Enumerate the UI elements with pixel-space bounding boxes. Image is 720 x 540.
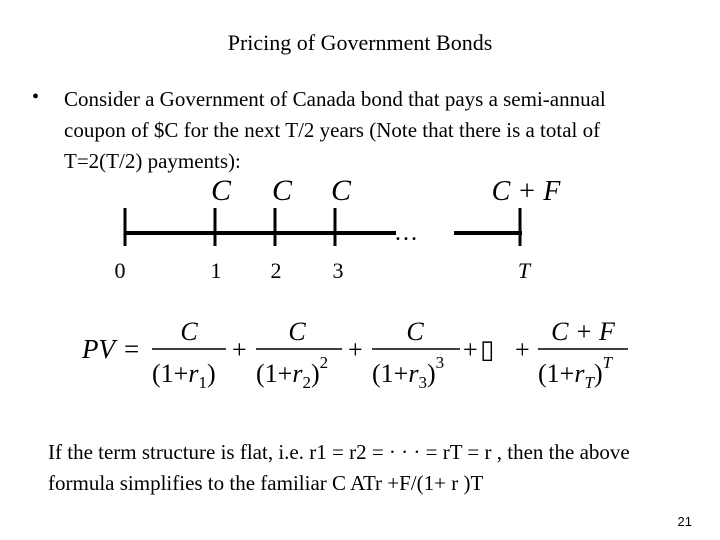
numerator: C (180, 317, 198, 346)
equals-sign: = (124, 334, 140, 364)
denominator: $(1+r_2)^2$ (256, 353, 329, 392)
period-label: 0 (114, 258, 126, 283)
cash-flow-label: C (271, 174, 293, 207)
denominator: $(1+r_1)$ (152, 359, 216, 392)
plus-sign: + (515, 335, 530, 364)
plus-sign: + (348, 335, 363, 364)
numerator: C + F (551, 317, 615, 346)
bullet-marker: • (32, 86, 40, 108)
page-number: 21 (677, 514, 692, 529)
flat-term-structure-note: If the term structure is flat, i.e. r1 = r2 = · · · = rT = r , then the above formula simplifies to the familiar C ATr +F/(1+ r )T (48, 440, 630, 495)
bullet-text: Consider a Government of Canada bond that pays a semi-annual coupon of $C for the next T/2 years (Note that there is a total of T=2(T/2) payments): (64, 87, 606, 173)
denominator: $(1+r_T)^T$ (538, 353, 613, 392)
slide-title: Pricing of Government Bonds (227, 30, 493, 55)
cash-flow-label: C (210, 174, 232, 207)
plus-sign: + (463, 335, 478, 364)
period-label: 3 (332, 258, 344, 283)
numerator: C (406, 317, 424, 346)
timeline-ellipsis: … (394, 220, 418, 246)
plus-sign: + (232, 335, 247, 364)
period-label: 1 (210, 258, 222, 283)
denominator: $(1+r_3)^3$ (372, 353, 445, 392)
cash-flow-label-final: C + F (491, 176, 561, 207)
period-label: 2 (270, 258, 282, 283)
pv-label: PV (82, 334, 115, 364)
missing-glyph-box: ▯ (480, 335, 495, 364)
period-label: T (517, 258, 531, 283)
numerator: C (288, 317, 306, 346)
cash-flow-label: C (330, 174, 352, 207)
